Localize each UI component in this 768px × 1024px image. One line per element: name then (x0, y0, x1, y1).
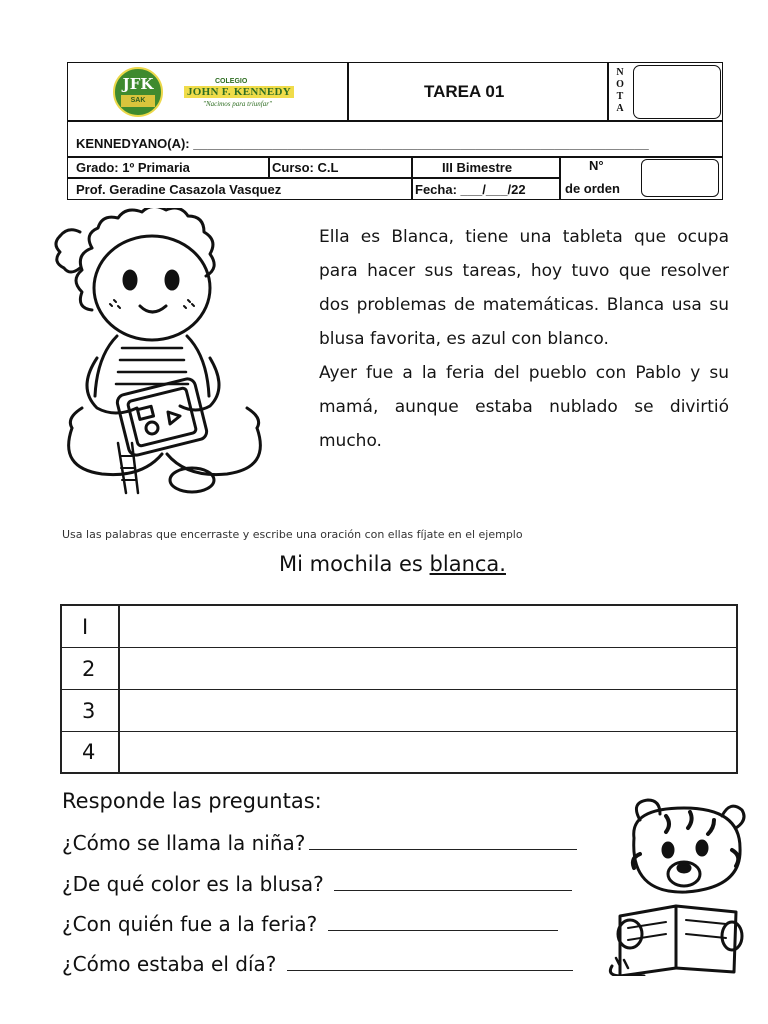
row-number: 4 (62, 732, 120, 772)
story-paragraph: Ayer fue a la feria del pueblo con Pablo y su mamá, aunque estaba nublado se divirtió mucho. (319, 363, 729, 451)
question-text: ¿De qué color es la blusa? (62, 872, 331, 896)
example-sentence (279, 552, 506, 576)
row-number: I (62, 606, 120, 647)
question-text: ¿Cómo estaba el día? (62, 952, 283, 976)
example-prefix: Mi mochila es (279, 552, 430, 576)
school-motto: "Nacimos para triunfar" (203, 100, 272, 108)
logo-sub-text: SAK (121, 95, 155, 107)
orden-box[interactable] (641, 159, 719, 197)
profesor-label: Prof. Geradine Casazola Vasquez (76, 182, 282, 197)
logo-jfk-text: JFK (122, 75, 154, 93)
writing-row[interactable] (62, 732, 736, 772)
question-item (62, 952, 573, 976)
example-underlined-word: blanca. (429, 552, 506, 576)
header-table (67, 62, 723, 200)
de-orden-label: de orden (565, 181, 620, 196)
answer-line[interactable] (328, 916, 558, 931)
nota-label (615, 67, 625, 115)
girl-with-tablet-illustration (52, 208, 282, 503)
tiger-reading-book-illustration (604, 798, 748, 976)
nota-letter: T (616, 91, 624, 102)
question-text: ¿Con quién fue a la feria? (62, 912, 324, 936)
nota-letter: N (616, 67, 624, 78)
answer-line[interactable] (309, 835, 577, 850)
answer-line[interactable] (334, 876, 572, 891)
answer-line[interactable] (287, 956, 573, 971)
story-text (319, 220, 729, 458)
bimestre-label: III Bimestre (442, 160, 513, 175)
logo-colegio-text: COLEGIO (215, 78, 248, 85)
numero-label: N° (589, 158, 604, 173)
question-item (62, 831, 577, 855)
curso-label: Curso: C.L (272, 160, 339, 175)
nota-letter: A (616, 103, 624, 114)
question-text: ¿Cómo se llama la niña? (62, 831, 306, 855)
row-number: 3 (62, 690, 120, 731)
row-number: 2 (62, 648, 120, 689)
student-name-field[interactable]: KENNEDYANO(A): _______________________________________________________________ (76, 136, 649, 151)
question-item (62, 872, 572, 896)
story-paragraph: Ella es Blanca, tiene una tableta que ocupa para hacer sus tareas, hoy tuvo que resolver dos problemas de matemáticas. Blanca usa su blusa favorita, es azul con blanco. (319, 227, 729, 349)
instruction-text: Usa las palabras que encerraste y escribe una oración con ellas fíjate en el ejemplo (62, 528, 523, 541)
writing-table (60, 604, 738, 774)
school-name: JOHN F. KENNEDY (184, 86, 294, 98)
questions-title: Responde las preguntas: (62, 789, 322, 813)
page-title: TAREA 01 (424, 82, 505, 101)
question-item (62, 912, 558, 936)
writing-row[interactable] (62, 690, 736, 732)
writing-row[interactable] (62, 648, 736, 690)
grado-label: Grado: 1º Primaria (76, 160, 190, 175)
fecha-field[interactable]: Fecha: ___/___/22 (415, 182, 526, 197)
writing-row[interactable] (62, 606, 736, 648)
grade-box[interactable] (633, 65, 721, 119)
nota-letter: O (616, 79, 624, 90)
